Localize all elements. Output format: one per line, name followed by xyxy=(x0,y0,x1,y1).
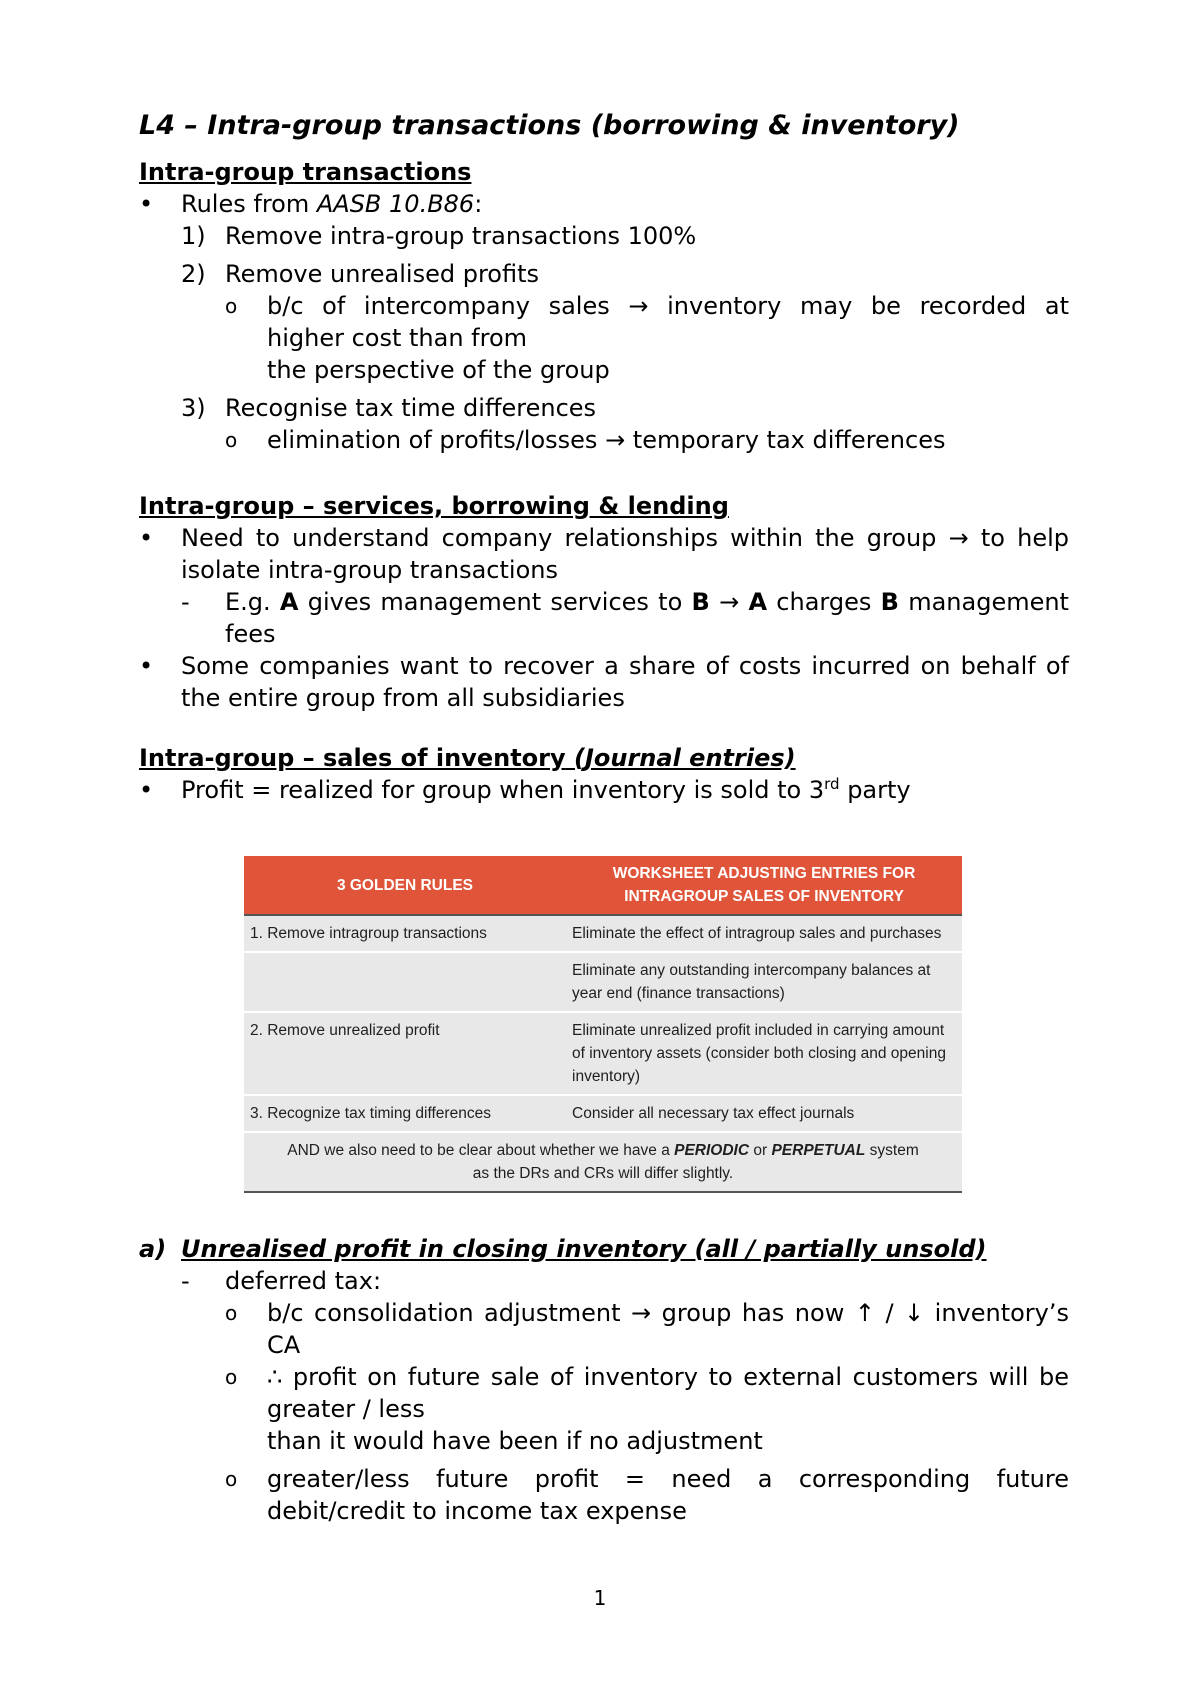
entity-b: B xyxy=(880,588,899,616)
arrow-icon: → xyxy=(709,588,749,616)
list-item xyxy=(139,774,1069,806)
section-heading-unrealised-profit xyxy=(139,1233,1069,1265)
entity-a: A xyxy=(279,588,299,616)
page-number: 1 xyxy=(593,1586,607,1610)
list-item-continuation: debit/credit to income tax expense xyxy=(267,1497,687,1525)
entity-a: A xyxy=(748,588,768,616)
list-item xyxy=(139,586,1069,618)
header-line: INTRAGROUP SALES OF INVENTORY xyxy=(624,888,904,905)
table-cell: Consider all necessary tax effect journals xyxy=(566,1095,962,1132)
text: Some companies want to recover a share of costs incurred on behalf of xyxy=(181,652,1069,680)
number-marker: 3) xyxy=(181,394,206,422)
list-item xyxy=(139,650,1069,682)
text: AND we also need to be clear about whether we have a xyxy=(287,1142,675,1159)
table-cell: 1. Remove intragroup transactions xyxy=(244,915,566,952)
heading-text: Intra-group – sales of inventory xyxy=(139,744,566,772)
text: Need to understand company relationships within the group → to help xyxy=(181,524,1069,552)
bullet-icon: • xyxy=(139,190,154,218)
list-item-continuation: greater / less xyxy=(267,1395,425,1423)
heading-suffix: (Journal entries) xyxy=(574,744,796,772)
table-cell: 3. Recognize tax timing differences xyxy=(244,1095,566,1132)
page-title: L4 – Intra-group transactions (borrowing & inventory) xyxy=(139,110,960,141)
list-item-continuation: than it would have been if no adjustment xyxy=(267,1427,763,1455)
dash-marker: - xyxy=(181,588,190,616)
circle-bullet-icon: o xyxy=(225,294,238,318)
list-item xyxy=(139,220,1069,252)
bullet-icon: • xyxy=(139,776,154,804)
bullet-icon: • xyxy=(139,524,154,552)
section-heading-intra-group: Intra-group transactions xyxy=(139,158,472,186)
text: gives management services to xyxy=(298,588,692,616)
header-line: WORKSHEET ADJUSTING ENTRIES FOR xyxy=(612,865,916,882)
text: Profit = realized for group when inventory is sold to 3 xyxy=(181,776,825,804)
document-body xyxy=(139,108,1069,806)
table-header-row xyxy=(244,856,962,915)
aasb-reference: AASB 10.B86 xyxy=(316,190,475,218)
list-item-continuation: fees xyxy=(225,620,276,648)
list-item xyxy=(139,1463,1069,1495)
circle-bullet-icon: o xyxy=(225,428,238,452)
circle-bullet-icon: o xyxy=(225,1365,238,1389)
list-item xyxy=(139,188,1069,220)
text: ∴ profit on future sale of inventory to external customers will be xyxy=(267,1363,1069,1391)
table-footer-row xyxy=(244,1132,962,1192)
text: deferred tax: xyxy=(225,1267,382,1295)
dash-marker: - xyxy=(181,1267,190,1295)
table-cell: 2. Remove unrealized profit xyxy=(244,1012,566,1095)
text: system xyxy=(865,1142,919,1159)
list-item xyxy=(139,290,1069,322)
text: management xyxy=(898,588,1069,616)
periodic-term: PERIODIC xyxy=(674,1142,750,1159)
text: party xyxy=(839,776,911,804)
list-item xyxy=(139,392,1069,424)
table-row xyxy=(244,915,962,952)
circle-bullet-icon: o xyxy=(225,1467,238,1491)
text: E.g. xyxy=(225,588,280,616)
list-item-continuation: the entire group from all subsidiaries xyxy=(181,684,625,712)
list-item xyxy=(139,1265,1069,1297)
text: as the DRs and CRs will differ slightly. xyxy=(472,1165,734,1182)
heading-text: Unrealised profit in closing inventory (all / partially unsold) xyxy=(181,1235,987,1263)
list-item xyxy=(139,522,1069,554)
text: elimination of profits/losses → temporary tax differences xyxy=(267,426,946,454)
text: : xyxy=(474,190,483,218)
text: Remove intra-group transactions 100% xyxy=(225,222,697,250)
section-heading-inventory xyxy=(139,742,1069,774)
table-cell xyxy=(244,952,566,1012)
table-header-worksheet xyxy=(566,856,962,915)
letter-marker: a) xyxy=(139,1235,167,1263)
superscript: rd xyxy=(824,775,840,793)
table-row xyxy=(244,952,962,1012)
list-item xyxy=(139,1361,1069,1393)
section-heading-services: Intra-group – services, borrowing & lending xyxy=(139,492,729,520)
text: Remove unrealised profits xyxy=(225,260,540,288)
golden-rules-table xyxy=(244,856,962,1193)
text: Rules from xyxy=(181,190,317,218)
list-item xyxy=(139,1297,1069,1329)
perpetual-term: PERPETUAL xyxy=(771,1142,866,1159)
table-header-golden-rules: 3 GOLDEN RULES xyxy=(244,856,566,915)
text: b/c of intercompany sales → inventory may be recorded at xyxy=(267,292,1069,320)
table-cell: Eliminate the effect of intragroup sales and purchases xyxy=(566,915,962,952)
table-row xyxy=(244,1012,962,1095)
list-item-continuation: the perspective of the group xyxy=(267,356,610,384)
circle-bullet-icon: o xyxy=(225,1301,238,1325)
list-item xyxy=(139,424,1069,456)
bullet-icon: • xyxy=(139,652,154,680)
list-item xyxy=(139,258,1069,290)
document-body-continued xyxy=(139,1233,1069,1527)
table-cell: Eliminate unrealized profit included in carrying amount of inventory assets (consider both closing and opening inventory) xyxy=(566,1012,962,1095)
text: b/c consolidation adjustment → group has now ↑ / ↓ inventory’s xyxy=(267,1299,1069,1327)
table-row xyxy=(244,1095,962,1132)
number-marker: 2) xyxy=(181,260,206,288)
table-footer-cell xyxy=(244,1132,962,1192)
list-item-continuation: CA xyxy=(267,1331,301,1359)
text: Recognise tax time differences xyxy=(225,394,597,422)
list-item-continuation: higher cost than from xyxy=(267,324,528,352)
list-item-continuation: isolate intra-group transactions xyxy=(181,556,558,584)
table-cell: Eliminate any outstanding intercompany balances at year end (finance transactions) xyxy=(566,952,962,1012)
text: or xyxy=(749,1142,772,1159)
text: charges xyxy=(767,588,881,616)
text: greater/less future profit = need a corresponding future xyxy=(267,1465,1069,1493)
number-marker: 1) xyxy=(181,222,206,250)
entity-b: B xyxy=(691,588,710,616)
